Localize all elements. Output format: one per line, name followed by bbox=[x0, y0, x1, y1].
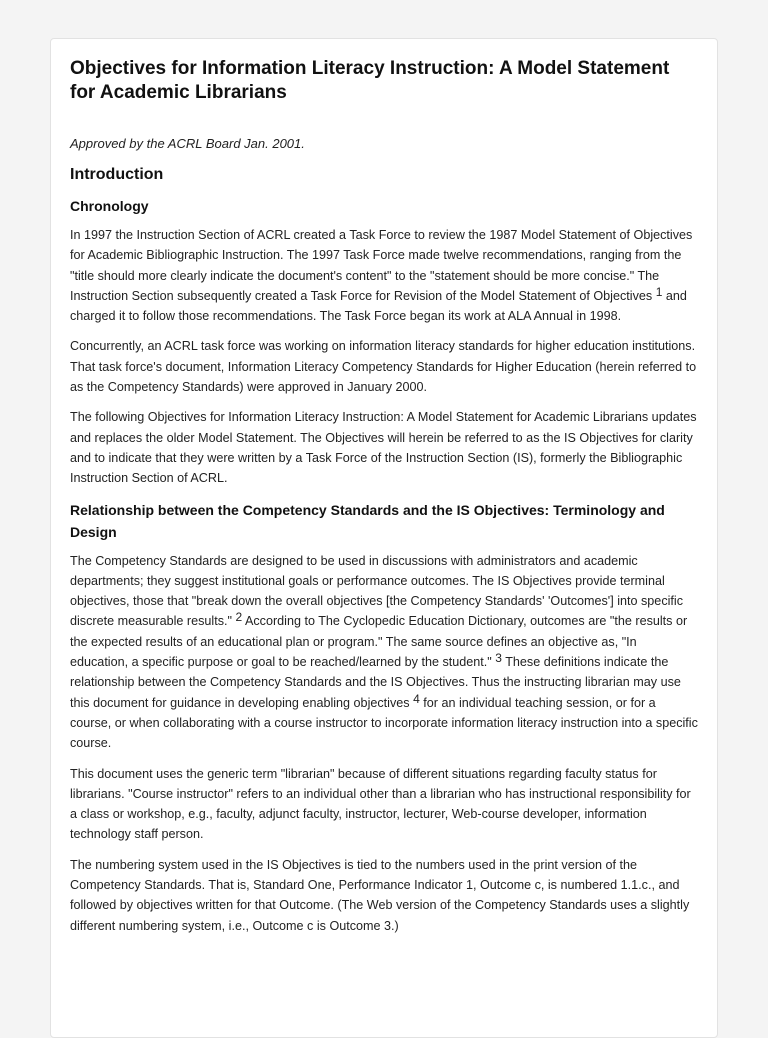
footnote-ref-3[interactable]: 3 bbox=[495, 651, 502, 666]
relationship-paragraph-1 bbox=[70, 551, 698, 754]
relationship-heading: Relationship between the Competency Standards and the IS Objectives: Terminology and Design bbox=[70, 501, 665, 540]
paragraph-text: for an individual teaching session, or for a course, or when collaborating with a course instructor to incorporate information literacy instruction into a specific course. bbox=[70, 695, 698, 751]
chronology-paragraph-3: The following Objectives for Information Literacy Instruction: A Model Statement for Academic Librarians updates and replaces the older Model Statement. The Objectives will herein be referred to as the IS Objectives for clarity and to indicate that they were written by a Task Force of the Instruction Section (IS), formerly the Bibliographic Instruction Section of ACRL. bbox=[70, 410, 697, 486]
footnote-ref-4[interactable]: 4 bbox=[413, 691, 420, 706]
footnote-ref-1[interactable]: 1 bbox=[655, 284, 663, 299]
paragraph-text: The Competency Standards are designed to be used in discussions with administrators and academic departments; they suggest institutional goals or performance outcomes. The IS Objectives provide terminal objectives, those that "break down the overall objectives [the Competency Standards' 'Outcomes'] into specific discrete measurable results." bbox=[70, 553, 684, 629]
chronology-paragraph-1 bbox=[70, 225, 698, 326]
paragraph-text: In 1997 the Instruction Section of ACRL created a Task Force to review the 1987 Model Statement of Objectives for Academic Bibliographic Instruction. The 1997 Task Force made twelve recommendations, ranging from the "title should more clearly indicate the document's content" to the "statement should be more concise." The Instruction Section subsequently created a Task Force for Revision of the Model Statement of Objectives bbox=[70, 228, 693, 303]
approval-note: Approved by the ACRL Board Jan. 2001. bbox=[70, 136, 305, 151]
relationship-paragraph-3: The numbering system used in the IS Objectives is tied to the numbers used in the print version of the Competency Standards. That is, Standard One, Performance Indicator 1, Outcome c, is numbered 1.1.c., and followed by objectives written for that Outcome. (The Web version of the Competency Standards uses a slightly different numbering system, i.e., Outcome c is Outcome 3.) bbox=[70, 857, 690, 933]
paragraph-text: and charged it to follow those recommendations. The Task Force began its work at ALA Annual in 1998. bbox=[70, 288, 687, 324]
document-page bbox=[50, 38, 718, 1038]
document-title: Objectives for Information Literacy Instruction: A Model Statement for Academic Librarians bbox=[70, 58, 670, 103]
chronology-heading: Chronology bbox=[70, 198, 149, 214]
paragraph-text: According to The Cyclopedic Education Dictionary, outcomes are "the results or the expected results of an educational plan or program." The same source defines an objective as, "In education, a specific purpose or goal to be reached/learned by the student." bbox=[70, 614, 688, 670]
footnote-ref-2[interactable]: 2 bbox=[235, 610, 243, 625]
introduction-heading: Introduction bbox=[70, 166, 164, 183]
paragraph-text: These definitions indicate the relationship between the Competency Standards and the IS Objectives. Thus the instructing librarian may use this document for guidance in developing enabling objectives bbox=[70, 655, 681, 710]
relationship-paragraph-2: This document uses the generic term "librarian" because of different situations regarding faculty status for librarians. "Course instructor" refers to an individual other than a librarian who has instructional responsibility for a class or workshop, e.g., faculty, adjunct faculty, instructor, lecturer, Web-course developer, information technology staff person. bbox=[70, 766, 691, 842]
chronology-paragraph-2: Concurrently, an ACRL task force was working on information literacy standards for higher education institutions. That task force's document, Information Literacy Competency Standards for Higher Education (herein referred to as the Competency Standards) were approved in January 2000. bbox=[70, 339, 697, 395]
